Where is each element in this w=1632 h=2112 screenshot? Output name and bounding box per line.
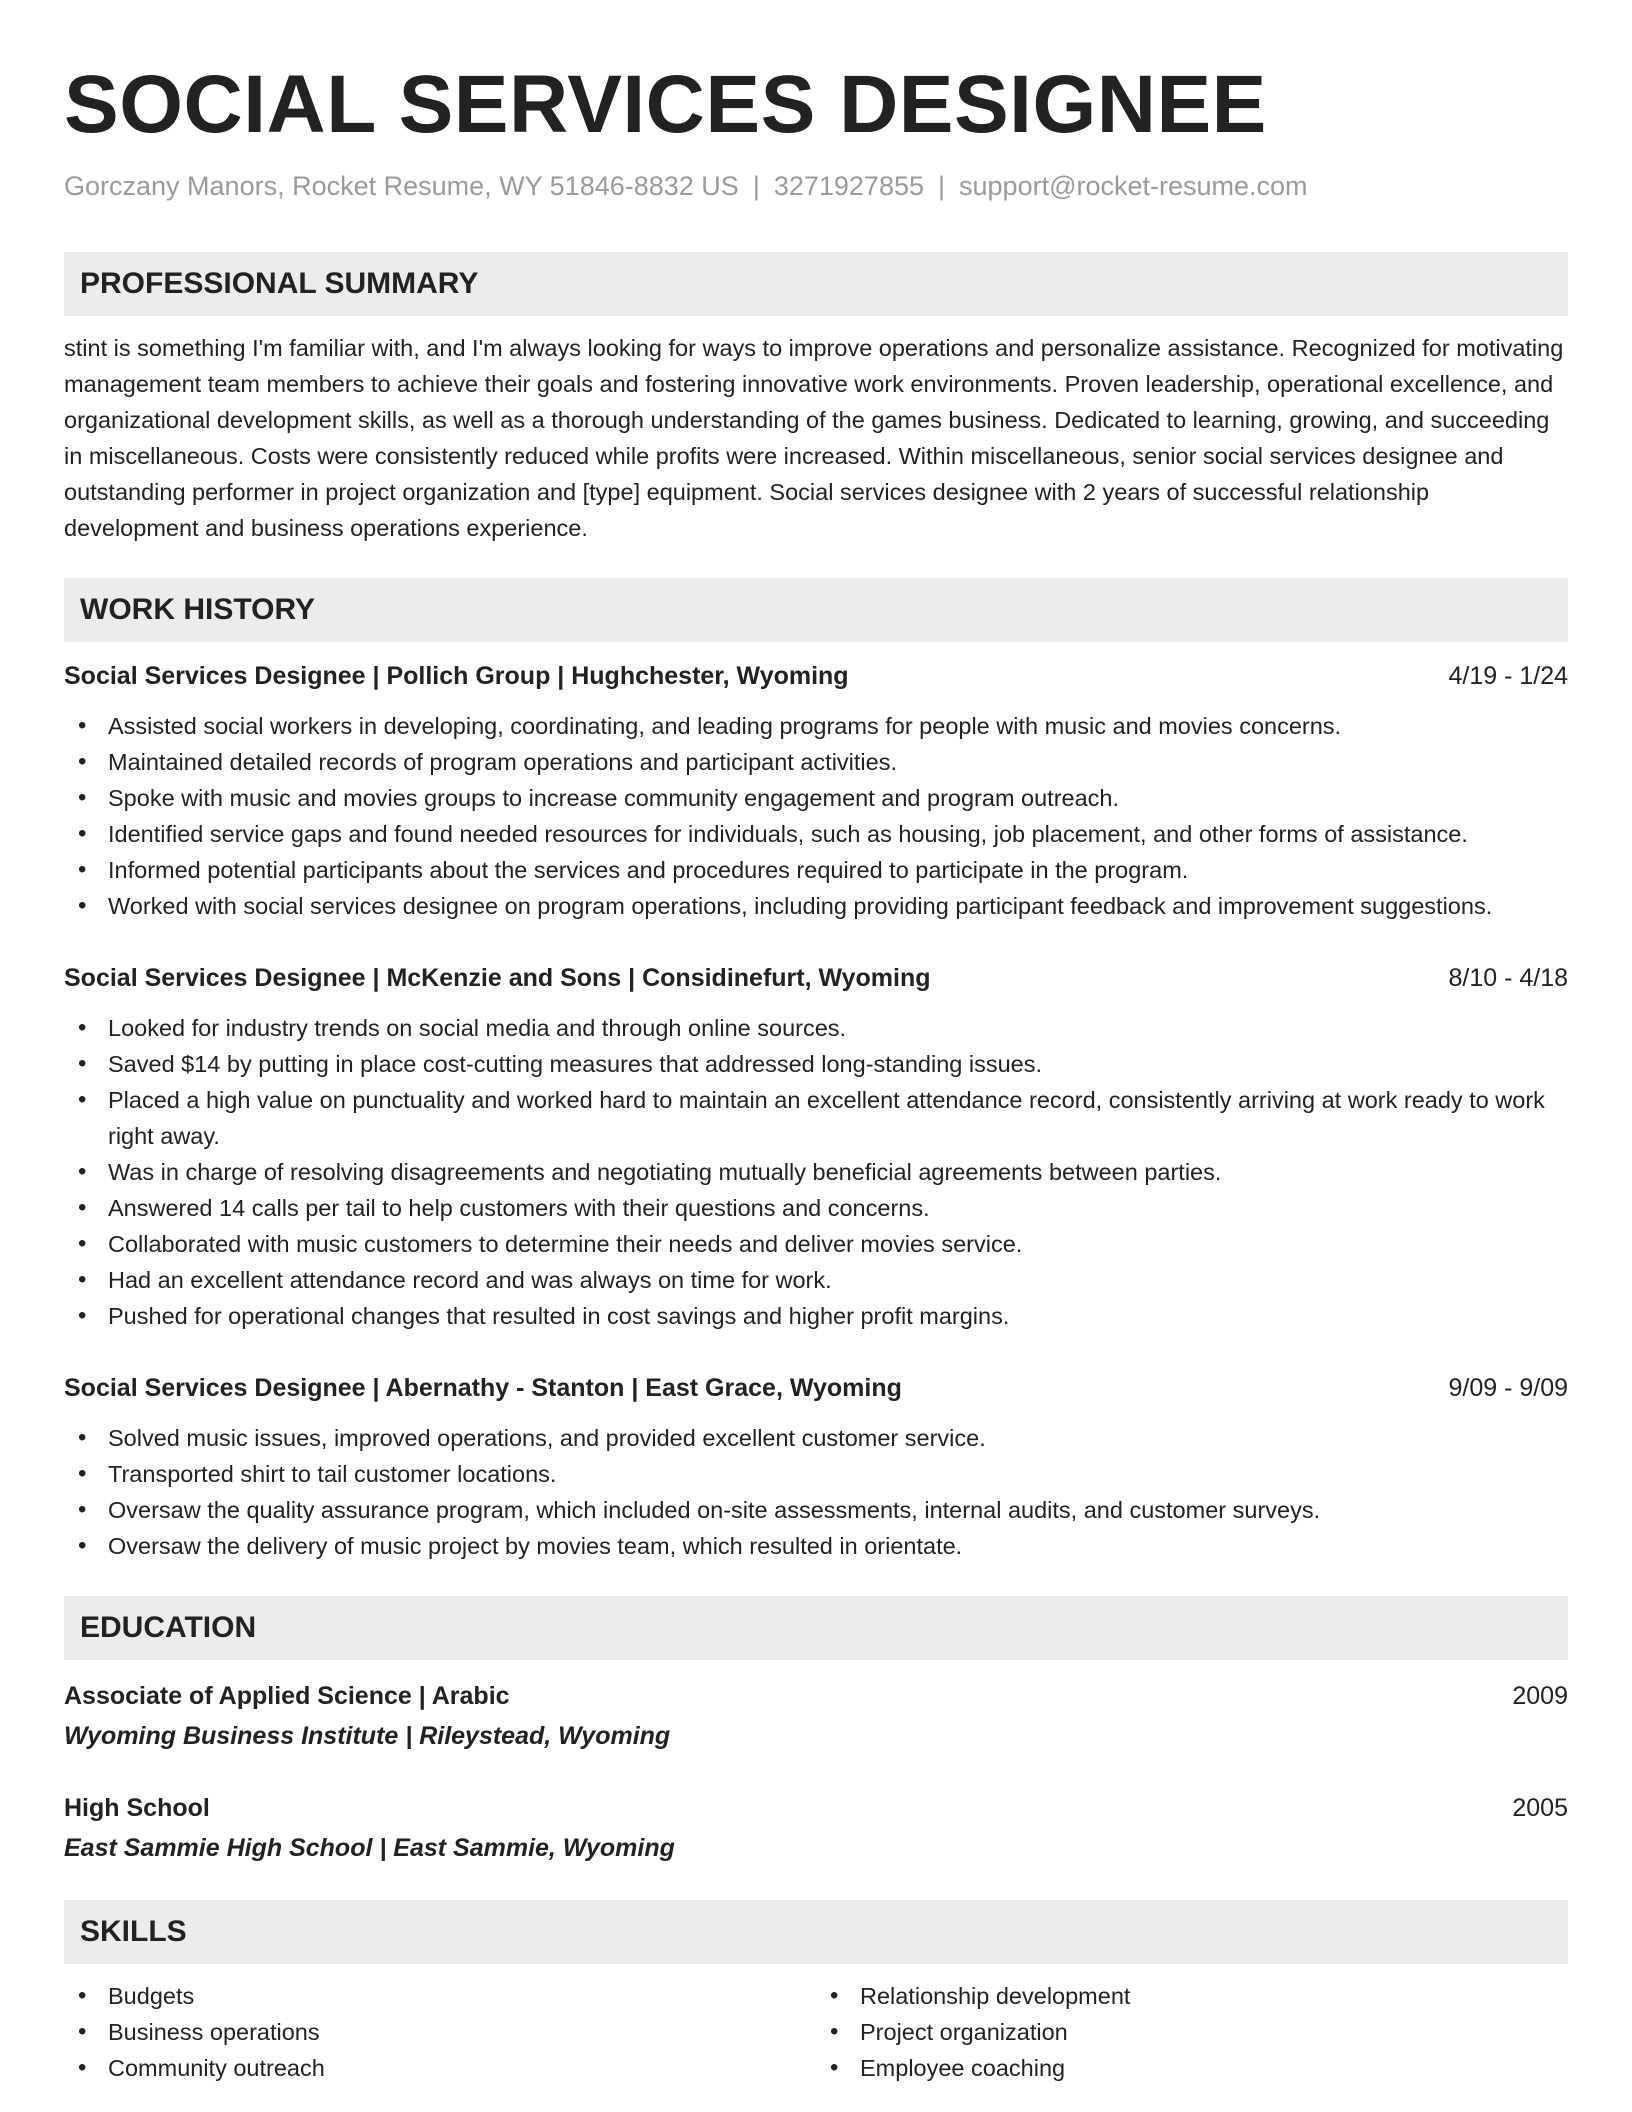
job-title: Social Services Designee | Pollich Group | Hughchester, Wyoming — [64, 662, 849, 690]
skills-list — [64, 1978, 816, 2086]
section-header-skills: SKILLS — [64, 1900, 1568, 1964]
job-bullets — [64, 1420, 1568, 1564]
job-title-row — [64, 1370, 1568, 1406]
job-bullets — [64, 708, 1568, 924]
job-bullet: • Saved $14 by putting in place cost-cutting measures that addressed long-standing issues. — [108, 1046, 1568, 1082]
education-year: 2005 — [1512, 1794, 1568, 1822]
skills-column-left — [64, 1978, 816, 2086]
education-degree: Associate of Applied Science | Arabic — [64, 1682, 510, 1710]
job-title-row — [64, 960, 1568, 996]
section-header-education: EDUCATION — [64, 1596, 1568, 1660]
contact-line — [64, 168, 1568, 204]
skill-item: • Employee coaching — [860, 2050, 1568, 2086]
education-entry — [64, 1676, 1568, 1756]
job-bullet: • Collaborated with music customers to determine their needs and deliver movies service. — [108, 1226, 1568, 1262]
job-bullet: • Identified service gaps and found needed resources for individuals, such as housing, job placement, and other forms of assistance. — [108, 816, 1568, 852]
summary-text: stint is something I'm familiar with, and I'm always looking for ways to improve operations and personalize assistance. Recognized for motivating management team members to achieve their goals and fostering innovative work environments. Proven leadership, operational excellence, and organizational development skills, as well as a thorough understanding of the games business. Dedicated to learning, growing, and succeeding in miscellaneous. Costs were consistently reduced while profits were increased. Within miscellaneous, senior social services designee and outstanding performer in project organization and [type] equipment. Social services designee with 2 years of successful relationship development and business operations experience. — [64, 335, 1564, 541]
contact-separator: | — [938, 171, 946, 201]
education-school: Wyoming Business Institute | Rileystead, Wyoming — [64, 1722, 671, 1750]
education-school: East Sammie High School | East Sammie, Wyoming — [64, 1834, 675, 1862]
education-year: 2009 — [1512, 1682, 1568, 1710]
contact-address: Gorczany Manors, Rocket Resume, WY 51846-8832 US — [64, 171, 739, 201]
resume-name: SOCIAL SERVICES DESIGNEE — [64, 59, 1267, 150]
job-entry — [64, 960, 1568, 1334]
contact-email: support@rocket-resume.com — [959, 171, 1308, 201]
job-bullet: • Worked with social services designee on program operations, including providing participant feedback and improvement suggestions. — [108, 888, 1568, 924]
section-header-summary: PROFESSIONAL SUMMARY — [64, 252, 1568, 316]
skill-item: • Relationship development — [860, 1978, 1568, 2014]
section-header-work-history: WORK HISTORY — [64, 578, 1568, 642]
contact-separator: | — [752, 171, 760, 201]
skills-column-right — [816, 1978, 1568, 2086]
job-bullet: • Informed potential participants about the services and procedures required to participate in the program. — [108, 852, 1568, 888]
education-degree-row — [64, 1676, 1568, 1716]
skills-list — [816, 1978, 1568, 2086]
job-bullet: • Oversaw the quality assurance program, which included on-site assessments, internal audits, and customer surveys. — [108, 1492, 1568, 1528]
job-bullet: • Had an excellent attendance record and was always on time for work. — [108, 1262, 1568, 1298]
job-bullet: • Pushed for operational changes that resulted in cost savings and higher profit margins. — [108, 1298, 1568, 1334]
job-title-row — [64, 658, 1568, 694]
skill-item: • Project organization — [860, 2014, 1568, 2050]
job-bullet: • Oversaw the delivery of music project by movies team, which resulted in orientate. — [108, 1528, 1568, 1564]
job-entry — [64, 658, 1568, 924]
job-bullet: • Transported shirt to tail customer locations. — [108, 1456, 1568, 1492]
job-bullet: • Answered 14 calls per tail to help customers with their questions and concerns. — [108, 1190, 1568, 1226]
education-entry — [64, 1788, 1568, 1868]
skills-grid — [64, 1978, 1568, 2086]
job-bullets — [64, 1010, 1568, 1334]
skill-item: • Budgets — [108, 1978, 816, 2014]
education-degree: High School — [64, 1794, 210, 1822]
job-bullet: • Looked for industry trends on social media and through online sources. — [108, 1010, 1568, 1046]
contact-phone: 3271927855 — [773, 171, 924, 201]
job-bullet: • Spoke with music and movies groups to increase community engagement and program outreach. — [108, 780, 1568, 816]
job-bullet: • Placed a high value on punctuality and worked hard to maintain an excellent attendance record, consistently arriving at work ready to work right away. — [108, 1082, 1568, 1154]
job-bullet: • Was in charge of resolving disagreements and negotiating mutually beneficial agreements between parties. — [108, 1154, 1568, 1190]
job-bullet: • Assisted social workers in developing, coordinating, and leading programs for people with music and movies concerns. — [108, 708, 1568, 744]
job-dates: 4/19 - 1/24 — [1448, 662, 1568, 690]
education-degree-row — [64, 1788, 1568, 1828]
job-title: Social Services Designee | McKenzie and Sons | Considinefurt, Wyoming — [64, 964, 931, 992]
job-dates: 8/10 - 4/18 — [1448, 964, 1568, 992]
job-title: Social Services Designee | Abernathy - Stanton | East Grace, Wyoming — [64, 1374, 902, 1402]
job-bullet: • Maintained detailed records of program operations and participant activities. — [108, 744, 1568, 780]
skill-item: • Community outreach — [108, 2050, 816, 2086]
skill-item: • Business operations — [108, 2014, 816, 2050]
job-entry — [64, 1370, 1568, 1564]
job-bullet: • Solved music issues, improved operations, and provided excellent customer service. — [108, 1420, 1568, 1456]
job-dates: 9/09 - 9/09 — [1448, 1374, 1568, 1402]
